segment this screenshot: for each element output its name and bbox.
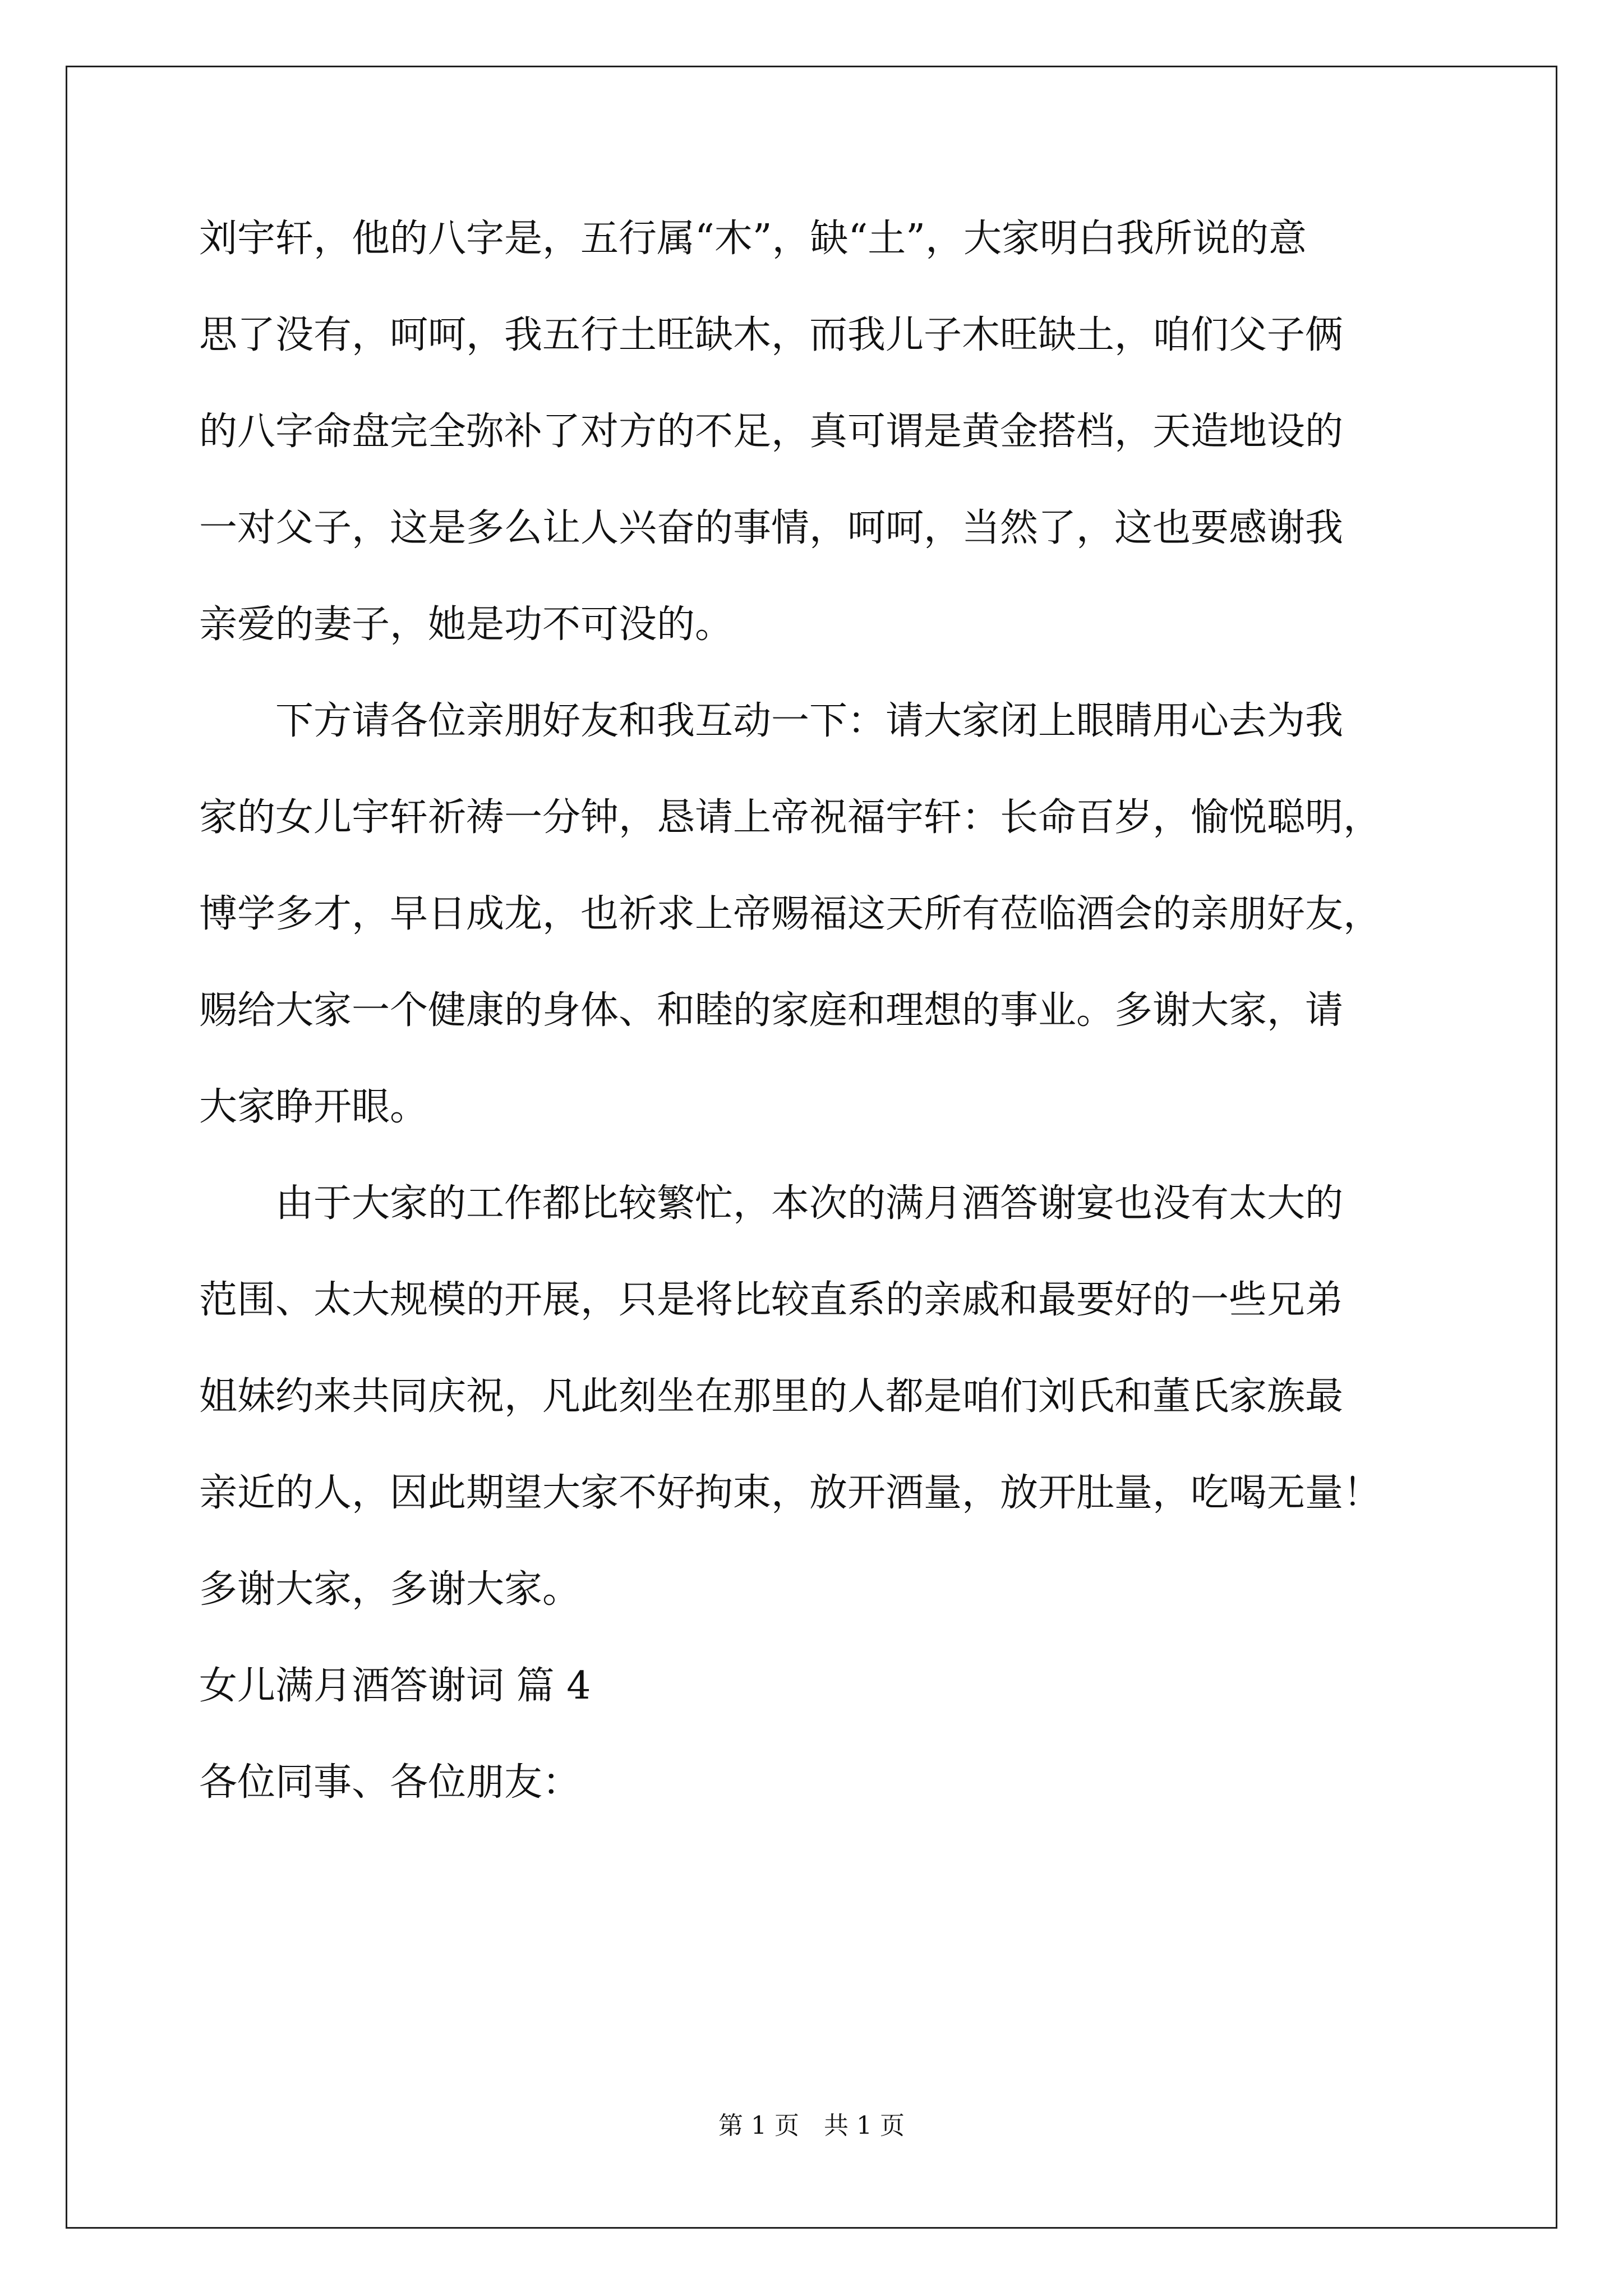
text-line: 思了没有，呵呵，我五行土旺缺木，而我儿子木旺缺土，咱们父子俩 (199, 313, 1344, 357)
text-line: 家的女儿宇轩祈祷一分钟，恳请上帝祝福宇轩：长命百岁，愉悦聪明， (199, 795, 1382, 840)
text-line: 博学多才，早日成龙，也祈求上帝赐福这天所有莅临酒会的亲朋好友， (199, 892, 1382, 936)
text-line: 赐给大家一个健康的身体、和睦的家庭和理想的事业。多谢大家，请 (199, 988, 1344, 1033)
text-line: 大家睁开眼。 (199, 1085, 428, 1129)
document-body (199, 191, 1433, 1831)
text-line: 由于大家的工作都比较繁忙，本次的满月酒答谢宴也没有太大的 (275, 1181, 1344, 1226)
page-footer (0, 2109, 1623, 2143)
text-line: 刘宇轩，他的八字是，五行属“木”，缺“土”，大家明白我所说的意 (199, 217, 1307, 261)
text-line: 下方请各位亲朋好友和我互动一下：请大家闭上眼睛用心去为我 (275, 699, 1344, 743)
salutation: 各位同事、各位朋友： (199, 1760, 581, 1805)
paragraph-3 (199, 1156, 1433, 1638)
section-heading: 女儿满月酒答谢词 篇 4 (199, 1664, 591, 1708)
text-line: 亲近的人，因此期望大家不好拘束，放开酒量，放开肚量，吃喝无量！ (199, 1471, 1382, 1515)
text-line: 亲爱的妻子，她是功不可没的。 (199, 602, 734, 647)
text-line: 范围、太大规模的开展，只是将比较直系的亲戚和最要好的一些兄弟 (199, 1278, 1344, 1322)
text-line: 姐妹约来共同庆祝，凡此刻坐在那里的人都是咱们刘氏和董氏家族最 (199, 1374, 1344, 1419)
text-line: 的八字命盘完全弥补了对方的不足，真可谓是黄金搭档，天造地设的 (199, 409, 1344, 454)
page-total: 共 1 页 (824, 2111, 905, 2140)
text-line: 一对父子，这是多么让人兴奋的事情，呵呵，当然了，这也要感谢我 (199, 506, 1344, 550)
paragraph-1 (199, 191, 1433, 673)
page-number: 第 1 页 (718, 2111, 799, 2140)
paragraph-2 (199, 673, 1433, 1156)
text-line: 多谢大家，多谢大家。 (199, 1567, 581, 1612)
